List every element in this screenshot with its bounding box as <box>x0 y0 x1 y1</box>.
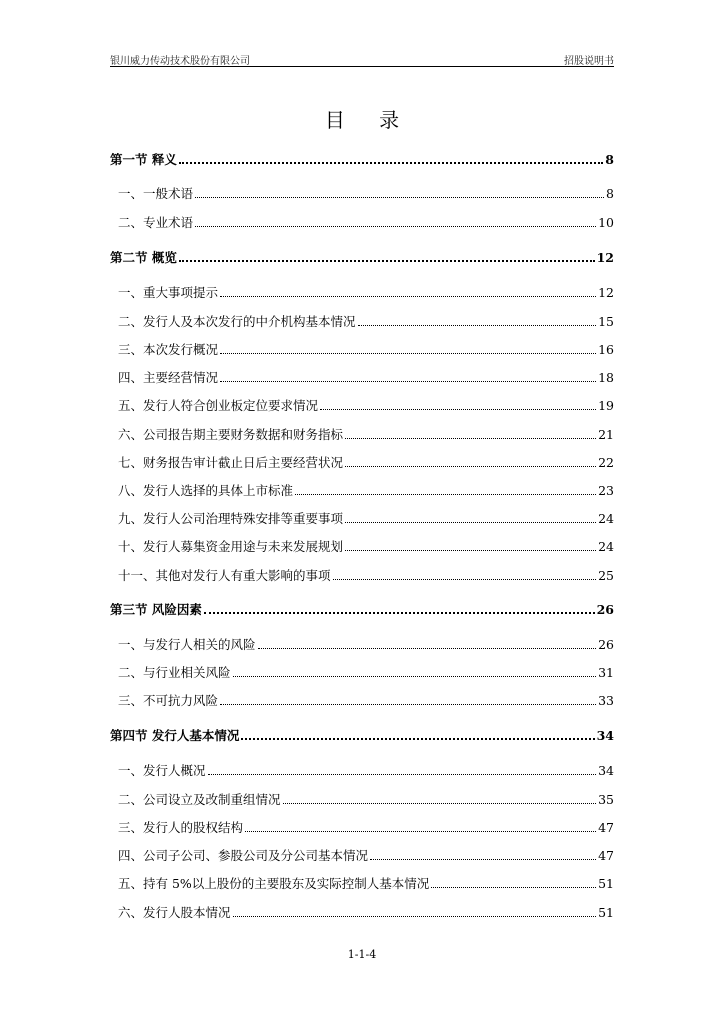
toc-entry-label: 四、公司子公司、参股公司及分公司基本情况 <box>118 848 369 863</box>
header-document-type: 招股说明书 <box>564 56 614 67</box>
toc-item-entry[interactable] <box>110 844 614 864</box>
toc-section-entry[interactable] <box>110 724 614 744</box>
toc-entry-page: 10 <box>598 215 614 230</box>
toc-entry-page: 35 <box>598 792 614 807</box>
toc-entry-page: 24 <box>598 511 614 526</box>
toc-entry-label: 三、本次发行概况 <box>118 342 219 357</box>
toc-dot-leader <box>233 676 597 677</box>
toc-item-entry[interactable] <box>110 281 614 301</box>
toc-entry-label: 五、持有 5%以上股份的主要股东及实际控制人基本情况 <box>118 876 430 891</box>
toc-dot-leader <box>179 260 595 262</box>
toc-entry-label: 十、发行人募集资金用途与未来发展规划 <box>118 539 344 554</box>
toc-entry-label: 四、主要经营情况 <box>118 370 219 385</box>
toc-entry-label: 二、发行人及本次发行的中介机构基本情况 <box>118 314 356 329</box>
toc-item-entry[interactable] <box>110 564 614 584</box>
toc-entry-page: 34 <box>598 763 614 778</box>
toc-dot-leader <box>358 325 597 326</box>
toc-entry-page: 51 <box>598 905 614 920</box>
toc-item-entry[interactable] <box>110 507 614 527</box>
toc-entry-label: 二、公司设立及改制重组情况 <box>118 792 281 807</box>
toc-entry-label: 二、与行业相关风险 <box>118 665 231 680</box>
toc-dot-leader <box>241 738 594 740</box>
toc-entry-label: 一、重大事项提示 <box>118 285 219 300</box>
toc-entry-label: 第二节 概览 <box>110 250 177 265</box>
toc-entry-page: 34 <box>596 728 614 743</box>
toc-entry-label: 六、发行人股本情况 <box>118 905 231 920</box>
toc-entry-page: 24 <box>598 539 614 554</box>
toc-item-entry[interactable] <box>110 816 614 836</box>
toc-entry-page: 8 <box>605 152 614 167</box>
toc-entry-label: 五、发行人符合创业板定位要求情况 <box>118 398 319 413</box>
toc-item-entry[interactable] <box>110 310 614 330</box>
toc-dot-leader <box>283 803 597 804</box>
toc-item-entry[interactable] <box>110 759 614 779</box>
toc-section-entry[interactable] <box>110 246 614 266</box>
toc-item-entry[interactable] <box>110 479 614 499</box>
toc-entry-page: 23 <box>598 483 614 498</box>
toc-entry-page: 18 <box>598 370 614 385</box>
toc-entry-page: 26 <box>596 602 614 617</box>
toc-item-entry[interactable] <box>110 901 614 921</box>
toc-dot-leader <box>220 296 596 297</box>
toc-item-entry[interactable] <box>110 872 614 892</box>
toc-dot-leader <box>220 381 596 382</box>
toc-entry-label: 六、公司报告期主要财务数据和财务指标 <box>118 427 344 442</box>
toc-entry-page: 25 <box>598 568 614 583</box>
toc-entry-page: 47 <box>598 820 614 835</box>
toc-dot-leader <box>345 466 596 467</box>
toc-item-entry[interactable] <box>110 661 614 681</box>
page-header <box>110 50 614 67</box>
toc-dot-leader <box>370 859 596 860</box>
toc-item-entry[interactable] <box>110 211 614 231</box>
toc-dot-leader <box>333 579 597 580</box>
toc-dot-leader <box>233 916 597 917</box>
toc-entry-page: 26 <box>598 637 614 652</box>
toc-entry-label: 一、与发行人相关的风险 <box>118 637 256 652</box>
toc-entry-label: 一、发行人概况 <box>118 763 206 778</box>
toc-entry-page: 51 <box>598 876 614 891</box>
header-company-name: 银川威力传动技术股份有限公司 <box>110 56 250 67</box>
toc-item-entry[interactable] <box>110 366 614 386</box>
toc-item-entry[interactable] <box>110 338 614 358</box>
toc-dot-leader <box>245 831 596 832</box>
toc-item-entry[interactable] <box>110 394 614 414</box>
toc-dot-leader <box>195 197 604 198</box>
toc-item-entry[interactable] <box>110 633 614 653</box>
toc-entry-label: 九、发行人公司治理特殊安排等重要事项 <box>118 511 344 526</box>
toc-entry-label: 三、不可抗力风险 <box>118 693 219 708</box>
toc-dot-leader <box>258 648 597 649</box>
toc-dot-leader <box>431 887 596 888</box>
toc-entry-page: 16 <box>598 342 614 357</box>
toc-entry-page: 47 <box>598 848 614 863</box>
toc-item-entry[interactable] <box>110 689 614 709</box>
toc-entry-label: 十一、其他对发行人有重大影响的事项 <box>118 568 331 583</box>
toc-entry-page: 19 <box>598 398 614 413</box>
toc-dot-leader <box>320 409 596 410</box>
toc-dot-leader <box>204 612 595 614</box>
toc-item-entry[interactable] <box>110 788 614 808</box>
page-title: 目 录 <box>324 108 414 132</box>
toc-entry-page: 31 <box>598 665 614 680</box>
toc-dot-leader <box>345 438 596 439</box>
page-number: 1-1-4 <box>347 948 377 961</box>
toc-entry-page: 12 <box>596 250 614 265</box>
toc-entry-label: 七、财务报告审计截止日后主要经营状况 <box>118 455 344 470</box>
toc-entry-label: 三、发行人的股权结构 <box>118 820 244 835</box>
toc-dot-leader <box>220 353 596 354</box>
toc-dot-leader <box>195 226 596 227</box>
toc-entry-label: 一、一般术语 <box>118 186 194 201</box>
toc-entry-label: 第三节 风险因素 <box>110 602 202 617</box>
toc-entry-page: 15 <box>598 314 614 329</box>
toc-entry-label: 八、发行人选择的具体上市标准 <box>118 483 294 498</box>
toc-dot-leader <box>208 774 597 775</box>
toc-dot-leader <box>295 494 596 495</box>
toc-entry-page: 33 <box>598 693 614 708</box>
toc-dot-leader <box>179 162 603 164</box>
toc-item-entry[interactable] <box>110 423 614 443</box>
toc-dot-leader <box>345 522 596 523</box>
toc-entry-page: 21 <box>598 427 614 442</box>
toc-item-entry[interactable] <box>110 451 614 471</box>
toc-section-entry[interactable] <box>110 598 614 618</box>
toc-dot-leader <box>220 704 596 705</box>
toc-entry-page: 22 <box>598 455 614 470</box>
toc-entry-label: 第一节 释义 <box>110 152 177 167</box>
toc-dot-leader <box>345 550 596 551</box>
toc-item-entry[interactable] <box>110 182 614 202</box>
toc-entry-page: 8 <box>606 186 614 201</box>
toc-entry-label: 二、专业术语 <box>118 215 194 230</box>
toc-entry-page: 12 <box>598 285 614 300</box>
toc-section-entry[interactable] <box>110 148 614 168</box>
toc-item-entry[interactable] <box>110 535 614 555</box>
toc-entry-label: 第四节 发行人基本情况 <box>110 728 240 743</box>
